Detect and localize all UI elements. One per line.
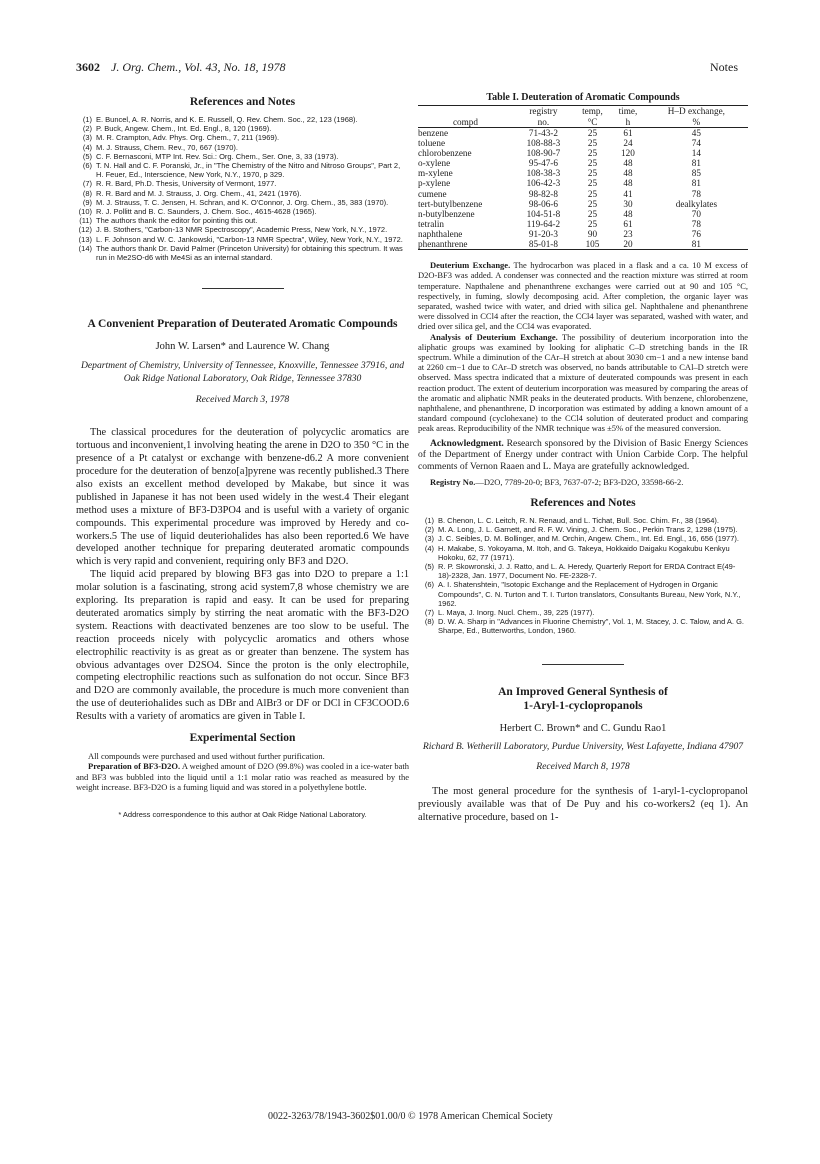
reference-number: (7) [424, 607, 434, 617]
table-cell-compd: tert-butylbenzene [418, 198, 483, 209]
table-cell-hd: 81 [691, 178, 701, 189]
table-cell-compd: naphthalene [418, 228, 463, 239]
reference-text: M. J. Strauss, Chem. Rev., 70, 667 (1970). [96, 142, 239, 152]
table-cell-temp: 105 [574, 239, 611, 250]
deuterium-exchange-paragraph [418, 260, 748, 331]
reference-number: (9) [82, 197, 92, 207]
journal-citation: J. Org. Chem., Vol. 43, No. 18, 1978 [111, 60, 286, 74]
table-cell-time: 41 [623, 188, 633, 199]
reference-item [418, 562, 748, 580]
analysis-text: The possibility of deuterium incorporation into the aliphatic groups was examined by looking for aliphatic C–D stretching bands in the IR spectrum. While a diminution of the CAr–H stretch at about 3030 cm−1 and a new intense band at 2260 cm−1 due to CAr–D stretch was observed, no bands attributable to CAl–D stretch were observed. Mass spectra indicated that a mixture of deuterated compounds was present in each reaction product. The extent of deuterium incorporation was measured by comparing the areas of the aromatic and aliphatic NMR peaks in the deuterated products. With benzene, chlorobenzene, naphthalene, and phenanthrene, D incorporation was estimated by adding a known amount of a standard compound (cyclohexane) to the CCl4 solution of deuterated product and comparing peak areas. Reproducibility of the NMR technique was ±5% of the measured conversion. [418, 331, 748, 434]
reference-text: H. Makabe, S. Yokoyama, M. Itoh, and G. Takeya, Hokkaido Daigaku Kogakubu Kenkyu Hokoku, 62, 77 (1971). [438, 543, 730, 562]
table-row [418, 239, 748, 250]
table-cell-registry: 108-90-7 [526, 148, 561, 159]
reference-number: (12) [78, 225, 92, 235]
article-title: A Convenient Preparation of Deuterated Aromatic Compounds [87, 318, 398, 331]
reference-item [76, 161, 409, 179]
article2-intro: The most general procedure for the synthesis of 1-aryl-1-cyclopropanol previously available was that of De Puy and his co-workers2 (eq 1). An alternative procedure, based on 1- [418, 786, 748, 823]
table-cell-temp: 25 [587, 218, 598, 229]
reference-item [76, 133, 409, 142]
table-cell-registry: 106-42-3 [526, 178, 561, 189]
table-row [418, 158, 748, 168]
acknowledgment-text: Research sponsored by the Division of Basic Energy Sciences of the Department of Energy under contract with Union Carbide Corp. The helpful comments of Vernon Raaen and L. Maya are gratefully acknowledged. [418, 437, 749, 472]
right-column [418, 92, 748, 825]
table-cell-temp: 25 [587, 208, 598, 219]
registry-paragraph [418, 477, 748, 487]
registry-text: —D2O, 7789-20-0; BF3, 7637-07-2; BF3-D2O, 33598-66-2. [475, 476, 684, 487]
preparation-label: Preparation of BF3-D2O. [88, 761, 181, 772]
reference-text: M. J. Strauss, T. C. Jensen, H. Schran, and K. O'Connor, J. Org. Chem., 35, 383 (1970). [96, 197, 389, 207]
table-cell-time: 48 [623, 158, 633, 169]
table-cell-compd: toluene [418, 138, 446, 149]
table-cell-hd: 70 [691, 208, 701, 219]
table-cell-temp: 25 [587, 198, 598, 209]
table-cell-registry: 95-47-6 [528, 158, 558, 169]
reference-number: (4) [82, 142, 92, 152]
reference-text: L. F. Johnson and W. C. Jankowski, "Carbon-13 NMR Spectra", Wiley, New York, N.Y., 1972. [96, 234, 403, 244]
reference-item [418, 516, 748, 525]
table-cell-time: 23 [623, 228, 633, 239]
reference-number: (5) [82, 151, 92, 161]
reference-number: (4) [424, 543, 434, 553]
table-cell-registry: 98-06-6 [528, 198, 558, 209]
table-cell-registry: 71-43-2 [528, 128, 558, 138]
table-header-hd: H–D exchange, [645, 106, 748, 117]
reference-number: (8) [424, 617, 434, 627]
reference-item [76, 143, 409, 152]
reference-number: (10) [78, 207, 92, 217]
table-cell-time: 48 [623, 208, 633, 219]
article2-title-line2: 1-Aryl-1-cyclopropanols [523, 699, 643, 712]
reference-number: (2) [424, 525, 434, 535]
article-divider [202, 288, 284, 289]
reference-text: C. F. Bernasconi, MTP Int. Rev. Sci.: Org. Chem., Ser. One, 3, 33 (1973). [96, 151, 339, 161]
reference-text: The authors thank Dr. David Palmer (Princeton University) for obtaining this spectrum. It was run in Me2SO-d6 with Me4Si as an internal standard. [96, 243, 403, 263]
table-cell-hd: 85 [691, 168, 701, 179]
table-row [418, 128, 748, 139]
reference-number: (8) [82, 188, 92, 198]
table-cell-temp: 25 [587, 138, 598, 149]
table-cell-temp: 25 [587, 128, 598, 138]
reference-number: (1) [424, 515, 434, 525]
table-cell-temp: 25 [587, 168, 598, 179]
table-cell-hd: 81 [645, 239, 748, 250]
table-cell-time: 48 [623, 168, 633, 179]
reference-item [418, 580, 748, 608]
reference-text: R. R. Bard and M. J. Strauss, J. Org. Chem., 41, 2421 (1976). [96, 188, 302, 198]
reference-item [76, 179, 409, 188]
reference-text: R. P. Skowronski, J. J. Ratto, and L. A. Heredy, Quarterly Report for ERDA Contract E(49-18)-2328, Jan. 1977, Document No. FE-2328-7. [438, 561, 736, 581]
article-divider-2 [542, 664, 624, 665]
article-affiliation: Department of Chemistry, University of Tennessee, Knoxville, Tennessee 37916, and Oak Ridge National Laboratory, Oak Ridge, Tennessee 37830 [80, 360, 405, 384]
table-cell-hd: 76 [691, 228, 701, 239]
left-references-heading: References and Notes [189, 96, 296, 108]
table-header-hd-unit: % [645, 117, 748, 128]
reference-text: A. I. Shatenshtein, "Isotopic Exchange and the Replacement of Hydrogen in Organic Compounds", C. N. Turton and T. I. Turton translators, Consultants Bureau, New York, N.Y., 1962. [438, 580, 741, 608]
table-row [418, 219, 748, 229]
reference-item [418, 617, 748, 635]
table-header-time-unit: h [611, 117, 645, 128]
table-cell-compd: phenanthrene [418, 239, 513, 250]
article2-title-line1: An Improved General Synthesis of [498, 685, 668, 698]
table-row [418, 178, 748, 188]
table-cell-compd: chlorobenzene [418, 148, 472, 159]
table-cell-registry: 91-20-3 [528, 228, 558, 239]
reference-number: (3) [82, 133, 92, 143]
reference-text: D. W. A. Sharp in "Advances in Fluorine Chemistry", Vol. 1, M. Stacey, J. C. Talow, and A. G. Sharpe, Ed., Butterworths, London, 1960. [438, 617, 745, 636]
table-cell-compd: p-xylene [418, 178, 451, 189]
table-cell-registry: 104-51-8 [526, 208, 561, 219]
reference-text: E. Buncel, A. R. Norris, and K. E. Russell, Q. Rev. Chem. Soc., 22, 123 (1968). [96, 115, 358, 124]
reference-text: M. A. Long, J. L. Garnett, and R. F. W. Vining, J. Chem. Soc., Perkin Trans 2, 1298 (1975). [438, 525, 738, 535]
article-authors: John W. Larsen* and Laurence W. Chang [155, 341, 330, 353]
table-cell-hd: 45 [691, 128, 701, 138]
table-cell-compd: cumene [418, 188, 447, 199]
table-row [418, 209, 748, 219]
article2-received: Received March 8, 1978 [536, 761, 630, 773]
left-references-list [76, 115, 409, 262]
table-cell-hd: 78 [691, 218, 701, 229]
reference-text: R. J. Pollitt and B. C. Saunders, J. Chem. Soc., 4615-4628 (1965). [96, 207, 317, 217]
table-cell-compd: n-butylbenzene [418, 208, 475, 219]
analysis-paragraph [418, 332, 748, 434]
table-header-temp-unit: °C [574, 117, 611, 128]
reference-number: (6) [82, 161, 92, 171]
reference-text: R. R. Bard, Ph.D. Thesis, University of Vermont, 1977. [96, 179, 277, 189]
reference-item [76, 207, 409, 216]
table-header-time: time, [611, 106, 645, 117]
reference-text: T. N. Hall and C. F. Poranski, Jr., in "The Chemistry of the Nitro and Nitroso Groups", Part 2, H. Feuer, Ed., Interscience, New York, N.Y., 1970, p 329. [96, 161, 401, 180]
table-cell-hd: 14 [691, 148, 701, 159]
reference-number: (2) [82, 124, 92, 134]
table-cell-time: 120 [621, 148, 635, 159]
reference-item [76, 189, 409, 198]
reference-item [418, 544, 748, 562]
reference-number: (1) [82, 115, 92, 124]
table-header-registry-unit: no. [513, 117, 574, 128]
reference-item [76, 152, 409, 161]
table-cell-registry: 85-01-8 [513, 239, 574, 250]
article2-affiliation: Richard B. Wetherill Laboratory, Purdue University, West Lafayette, Indiana 47907 [422, 740, 744, 752]
left-column [76, 92, 409, 822]
article-received: Received March 3, 1978 [195, 394, 290, 406]
table-cell-temp: 25 [587, 178, 598, 189]
reference-text: L. Maya, J. Inorg. Nucl. Chem., 39, 225 (1977). [438, 607, 595, 617]
table-cell-compd: o-xylene [418, 158, 451, 169]
article2-authors: Herbert C. Brown* and C. Gundu Rao1 [499, 722, 667, 734]
reference-item [76, 115, 409, 124]
table-cell-compd: tetralin [418, 218, 445, 229]
experimental-heading: Experimental Section [189, 732, 296, 745]
table-row [418, 199, 748, 209]
reference-item [76, 124, 409, 133]
reference-item [418, 534, 748, 543]
table-cell-hd: 74 [691, 138, 701, 149]
table-row [418, 168, 748, 178]
reference-text: J. B. Stothers, "Carbon-13 NMR Spectroscopy", Academic Press, New York, N.Y., 1972. [96, 225, 388, 235]
reference-item [418, 525, 748, 534]
reference-number: (14) [78, 243, 92, 253]
page-header [76, 60, 286, 75]
reference-text: J. C. Seibles, D. M. Bollinger, and M. Orchin, Angew. Chem., Int. Ed. Engl., 16, 656 (1977). [438, 534, 739, 544]
experimental-intro: All compounds were purchased and used without further purification. [88, 751, 325, 762]
section-label: Notes [710, 60, 738, 74]
table-cell-hd: 81 [691, 158, 701, 169]
table-cell-time: 30 [623, 198, 633, 209]
reference-item [76, 225, 409, 234]
intro-paragraph-2: The liquid acid prepared by blowing BF3 gas into D2O to prepare a 1:1 molar solution is a fascinating, strong acid system7,8 whose chemistry we are exploring. Its preparation is rapid and easy. It can be used for preparing deuterated aromatics simply by stirring the neat aromatic with the BF3-D2O system. Reactions with deactivated benzenes are too slow to be useful. The reaction proceeds nicely with polycyclic aromatics and others whose electrophilic reactivity is as great as or greater than benzene. The system has obvious advantages over D2SO4. Since the proton is the only electrophile, competing electrophilic reactions such as sulfonation do not occur. Since BF3 and D2O are commonly available, the procedure is much more convenient than the use of deuteriohalides such as DBr and AlBr3 or DF or DCl in CF3COOD.6 Results with a variety of aromatics are given in Table I. [76, 569, 409, 723]
reference-number: (6) [424, 580, 434, 590]
intro-paragraph-1: The classical procedures for the deuteration of polycyclic aromatics are tortuous and inconvenient,1 involving heating the arene in D2O to 350 °C in the presence of a Pt catalyst or exchange with benzene-d6.2 A more convenient procedure for the deuteration of benzo[a]pyrene was recently published.3 There also exists an excellent method developed by Makabe, but since it was published in Japanese it has not been used widely in the west.4 Their elegant method uses a mixture of BF3-D3PO4 and is useful with a variety of organic compounds. This experimental procedure was improved by Heredy and co-workers.5 The use of liquid deuteriohalides has also been reported.6 We have developed another technique for preparing deuterated aromatic compounds which is very rapid and convenient, requiring only BF3 and D2O. [76, 427, 409, 568]
table-cell-time: 24 [623, 138, 633, 149]
reference-item [76, 198, 409, 207]
copyright-line: 0022-3263/78/1943-3602$01.00/0 © 1978 American Chemical Society [268, 1111, 553, 1122]
table-cell-hd: dealkylates [675, 198, 718, 209]
correspondence-footnote: * Address correspondence to this author at Oak Ridge National Laboratory. [118, 809, 367, 819]
table-row [418, 229, 748, 239]
table-cell-registry: 119-64-2 [526, 218, 561, 229]
table-body [418, 128, 748, 250]
table-header-temp: temp, [574, 106, 611, 117]
deuteration-table [418, 105, 748, 250]
reference-text: P. Buck, Angew. Chem., Int. Ed. Engl., 8, 120 (1969). [96, 124, 272, 134]
reference-item [76, 244, 409, 262]
table-title: Table I. Deuteration of Aromatic Compounds [486, 92, 680, 103]
table-row [418, 138, 748, 148]
acknowledgment-paragraph [418, 438, 748, 473]
analysis-label: Analysis of Deuterium Exchange. [430, 331, 558, 342]
reference-item [76, 235, 409, 244]
table-cell-hd: 78 [691, 188, 701, 199]
right-references-heading: References and Notes [530, 496, 636, 509]
table-cell-temp: 90 [587, 228, 598, 239]
preparation-paragraph [76, 761, 409, 792]
table-header-registry: registry [513, 106, 574, 117]
reference-item [76, 216, 409, 225]
deuterium-exchange-text: The hydrocarbon was placed in a flask and a ca. 10 M excess of D2O-BF3 was added. A condenser was connected and the reaction mixture was stirred at room temperature. Napthalene and phenanthrene exchanges were carried out at 90 and 105 °C, respectively, in fuming, slowly decomposing acid. After completion, the organic layer was separated, washed twice with water, and dried with silica gel. Naphthalene and phenanthrene were dissolved in CCl4 after the reaction, the CCl4 layer was separated, washed with water, and dried over silica gel, and the CCl4 was evaporated. [418, 260, 749, 332]
reference-text: B. Chenon, L. C. Leitch, R. N. Renaud, and L. Tichat, Bull. Soc. Chim. Fr., 38 (1964). [438, 515, 719, 525]
registry-label: Registry No. [430, 476, 476, 487]
table-cell-registry: 108-38-3 [526, 168, 561, 179]
acknowledgment-label: Acknowledgment. [430, 437, 504, 449]
table-cell-time: 20 [611, 239, 645, 250]
table-cell-registry: 108-88-3 [526, 138, 561, 149]
table-row [418, 189, 748, 199]
table-header-blank [418, 106, 513, 117]
deuterium-exchange-label: Deuterium Exchange. [430, 260, 511, 271]
table-cell-time: 61 [623, 128, 633, 138]
page-number: 3602 [76, 60, 100, 74]
table-cell-temp: 25 [587, 158, 598, 169]
table-cell-time: 61 [623, 218, 633, 229]
reference-number: (11) [79, 216, 92, 226]
table-cell-registry: 98-82-8 [528, 188, 558, 199]
reference-number: (3) [424, 534, 434, 544]
table-cell-temp: 25 [587, 148, 598, 159]
reference-item [418, 608, 748, 617]
table-cell-time: 48 [623, 178, 633, 189]
table-cell-compd: benzene [418, 128, 449, 138]
preparation-text: A weighed amount of D2O (99.8%) was cooled in a ice-water bath and BF3 was bubbled into the liquid until a 1:1 molar ratio was reached as measured by the weight increase. BF3-D2O is a fuming liquid and was stored in a polyethylene bottle. [76, 761, 409, 792]
reference-number: (13) [78, 234, 92, 244]
reference-number: (5) [424, 561, 434, 571]
table-cell-compd: m-xylene [418, 168, 453, 179]
reference-number: (7) [82, 179, 92, 189]
reference-text: M. R. Crampton, Adv. Phys. Org. Chem., 7, 211 (1969). [96, 133, 280, 143]
table-header-compd: compd [418, 117, 513, 128]
table-row [418, 148, 748, 158]
table-cell-temp: 25 [587, 188, 598, 199]
right-references-list [418, 516, 748, 636]
reference-text: The authors thank the editor for pointing this out. [96, 216, 258, 226]
